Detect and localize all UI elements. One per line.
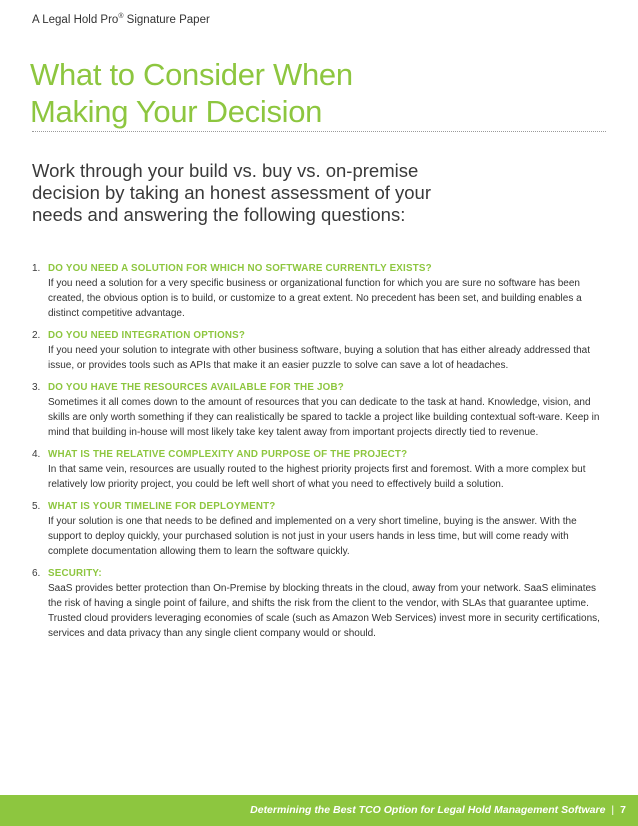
question-item: [32, 447, 607, 492]
question-body: If you need your solution to integrate with other business software, buying a solution that has either already addressed that issue, or provides tools such as APIs that make it an easier puzzle to solve can save a lot of headaches.: [48, 345, 590, 371]
intro-line-2: decision by taking an honest assessment of your: [32, 182, 432, 203]
question-number: 4.: [32, 449, 41, 460]
question-number: 3.: [32, 382, 41, 393]
header-registered-mark: ®: [118, 13, 124, 20]
question-item: [32, 380, 607, 440]
question-body: In that same vein, resources are usually routed to the highest priority projects first and foremost. With a more complex but relatively low priority project, you could be left well short of what you need to effectively build a solution.: [48, 464, 586, 490]
question-body: Sometimes it all comes down to the amount of resources that you can dedicate to the task at hand. Knowledge, vision, and skills are only worth something if they can realistically be spared to tackle a project like building contextual soft-ware. Keep in mind that building in-house will most likely take key talent away from important projects directly tied to revenue.: [48, 397, 600, 438]
question-heading: DO YOU HAVE THE RESOURCES AVAILABLE FOR THE JOB?: [48, 382, 344, 393]
page-title-line-1: What to Consider When: [30, 57, 353, 92]
page-number: 7: [620, 804, 626, 816]
footer-title: Determining the Best TCO Option for Legal Hold Management Software: [250, 804, 606, 816]
question-number: 6.: [32, 568, 41, 579]
question-heading: DO YOU NEED INTEGRATION OPTIONS?: [48, 330, 246, 341]
question-number: 2.: [32, 330, 41, 341]
document-header: [32, 13, 210, 26]
header-brand-suffix: Signature Paper: [123, 13, 210, 26]
question-body: If your solution is one that needs to be defined and implemented on a very short timeline, buying is the answer. With the support to deploy quickly, your purchased solution is not just in your users hands in less time, but will come ready with complete documentation allowing them to learn the software quickly.: [48, 516, 577, 557]
question-heading: SECURITY:: [48, 568, 102, 579]
header-brand-prefix: A Legal Hold Pro: [32, 13, 119, 26]
question-heading: WHAT IS YOUR TIMELINE FOR DEPLOYMENT?: [48, 501, 276, 512]
footer-bar: [0, 795, 638, 826]
question-heading: WHAT IS THE RELATIVE COMPLEXITY AND PURPOSE OF THE PROJECT?: [48, 449, 408, 460]
title-divider: [32, 131, 606, 132]
question-body: SaaS provides better protection than On-Premise by blocking threats in the cloud, away from your network. SaaS eliminates the risk of having a single point of failure, and shifts the risk from the client to the vendor, with SLAs that guarantee uptime. Trusted cloud providers leveraging economies of scale (such as Amazon Web Services) invest more in security certifications, services and data privacy than any single client company would or should.: [48, 583, 600, 639]
intro-paragraph: [32, 160, 502, 226]
question-item: [32, 328, 607, 373]
question-list: [32, 261, 607, 648]
footer-separator: |: [611, 804, 615, 816]
footer-text: [250, 795, 626, 826]
intro-line-3: needs and answering the following questions:: [32, 204, 406, 225]
question-body: If you need a solution for a very specific business or organizational function for which you are sure no software has been created, the obvious option is to build, or customize to a great extent. No precedent has been set, and building enables a distinct competitive advantage.: [48, 278, 582, 319]
page-title-line-2: Making Your Decision: [30, 94, 323, 129]
page-title: [30, 56, 590, 130]
question-number: 5.: [32, 501, 41, 512]
question-number: 1.: [32, 263, 41, 274]
question-item: [32, 261, 607, 321]
question-item: [32, 499, 607, 559]
question-item: [32, 566, 607, 641]
intro-line-1: Work through your build vs. buy vs. on-premise: [32, 160, 419, 181]
question-heading: DO YOU NEED A SOLUTION FOR WHICH NO SOFTWARE CURRENTLY EXISTS?: [48, 263, 432, 274]
